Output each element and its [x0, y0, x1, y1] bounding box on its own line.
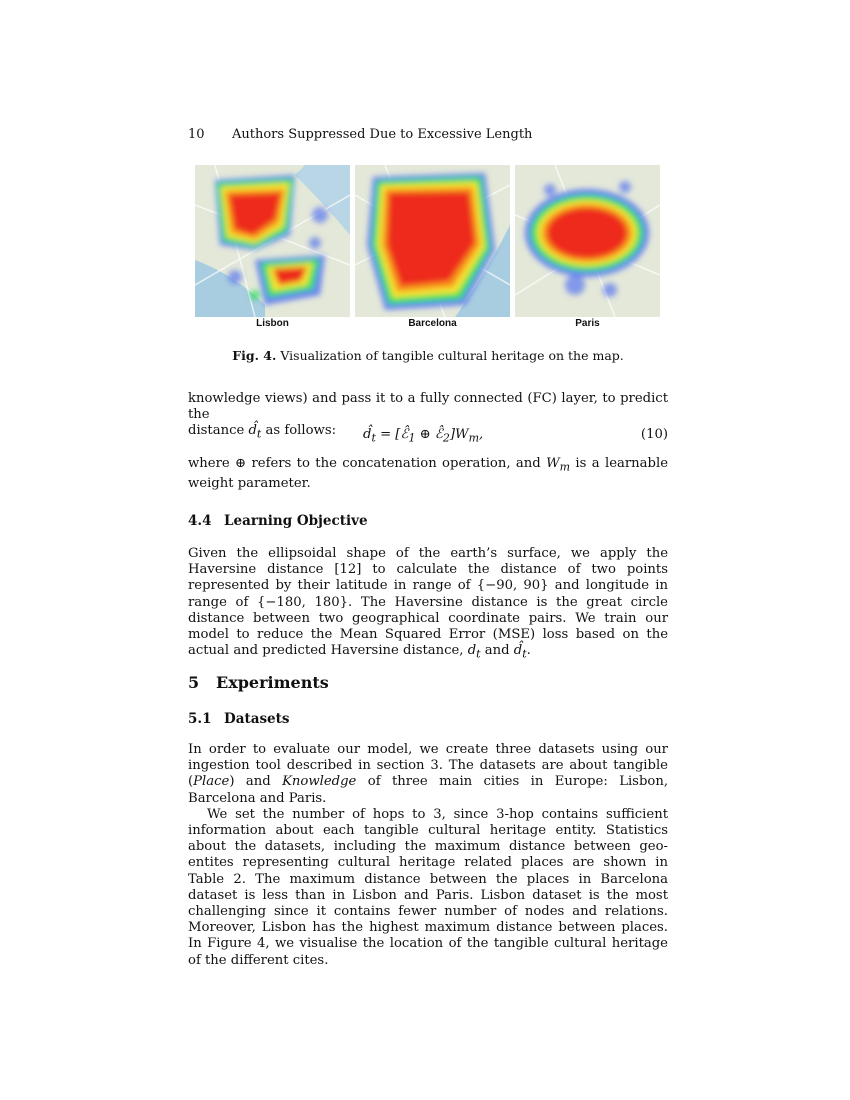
paragraph-learning-objective: Given the ellipsoidal shape of the earth’s surface, we apply the Haversine distance [12] to calculate the distance of two points represented by their latitude in range of {−90, 90} and longitude in range of {−180, 180}. The Haversine distance is the great circle distance between two geographical coordinate pairs. We train our model to reduce the Mean Squared Error (MSE) loss based on the actual and predicted Haversine distance, $d_t$ and $d̂_t$. — [188, 546, 668, 661]
para2-post: is a learnable weight parameter. — [188, 456, 669, 491]
barcelona-heatmap — [355, 165, 510, 317]
paris-label: Paris — [575, 318, 600, 329]
math-wm: $W_m$ — [546, 456, 571, 474]
paragraph-concat — [188, 456, 668, 492]
term-place: Place — [193, 774, 230, 790]
section-5-1-heading — [188, 711, 289, 727]
section-title: Datasets — [224, 711, 290, 727]
paris-heatmap — [515, 165, 660, 317]
section-title: Learning Objective — [224, 513, 368, 529]
datasets-text-b: ) and — [229, 774, 283, 790]
caption-text: Visualization of tangible cultural heritage on the map. — [280, 348, 624, 363]
equation-number: (10) — [640, 427, 668, 442]
para1-line1: knowledge views) and pass it to a fully connected (FC) layer, to predict the — [188, 391, 668, 423]
para2-pre: where ⊕ refers to the concatenation operation, and — [188, 456, 547, 471]
equation-10 — [188, 427, 668, 447]
page-number: 10 — [188, 127, 205, 142]
running-header — [188, 127, 532, 142]
sec44-text-a: Given the ellipsoidal shape of the earth’s surface, we apply the Haversine distance [12] to calculate the distance of two points represented by their latitude in range of {−90, 90} and longitude in range of {−180, 180}. The Haversine distance is the great circle distance between two geographical coordinate pairs. We train our model to reduce the Mean Squared Error (MSE) loss based on the actual and predicted Haversine distance, — [188, 546, 668, 659]
caption-label: Fig. 4. — [232, 348, 277, 363]
paragraph-datasets — [188, 742, 668, 969]
datasets-text-a: In order to evaluate our model, we create three datasets using our ingestion tool described in section 3. The datasets are about tangible ( — [188, 742, 668, 790]
math-dhat-t-2: $d̂_t$ — [513, 643, 527, 661]
section-number: 4.4 — [188, 513, 212, 529]
math-d-t: $d_t$ — [467, 643, 481, 661]
lisbon-label: Lisbon — [256, 318, 289, 329]
para1-line2-post: as follows: — [261, 423, 337, 439]
datasets-text-c: of three main cities in Europe: Lisbon, Barcelona and Paris. — [188, 774, 669, 806]
term-knowledge: Knowledge — [282, 774, 357, 790]
section-number: 5.1 — [188, 711, 212, 727]
sec44-text-b: and — [480, 643, 514, 659]
barcelona-label: Barcelona — [408, 318, 457, 329]
section-4-4-heading — [188, 513, 368, 529]
figure-4 — [195, 165, 660, 317]
figure-caption — [188, 348, 668, 363]
section-number: 5 — [188, 673, 200, 692]
section-5-heading — [188, 673, 329, 692]
datasets-paragraph-2: We set the number of hops to 3, since 3-hop contains sufficient information about each tangible cultural heritage entity. Statistics about the datasets, including the maximum distance between geo-entites representing cultural heritage related places are shown in Table 2. The maximum distance between the places in Barcelona dataset is less than in Lisbon and Paris. Lisbon dataset is the most challenging since it contains fewer number of nodes and relations. Moreover, Lisbon has the highest maximum distance between places. In Figure 4, we visualise the location of the tangible cultural heritage of the different cites. — [188, 806, 668, 968]
section-title: Experiments — [216, 673, 329, 692]
para1-line2-pre: distance — [188, 423, 249, 439]
math-dhat-t: $d̂_t$ — [248, 423, 262, 442]
equation-body: $d̂_t$ = [$ℰ̂_1$ ⊕ $ℰ̂_2]W_m$, — [363, 427, 484, 445]
running-title: Authors Suppressed Due to Excessive Length — [232, 127, 533, 142]
lisbon-heatmap — [195, 165, 350, 317]
